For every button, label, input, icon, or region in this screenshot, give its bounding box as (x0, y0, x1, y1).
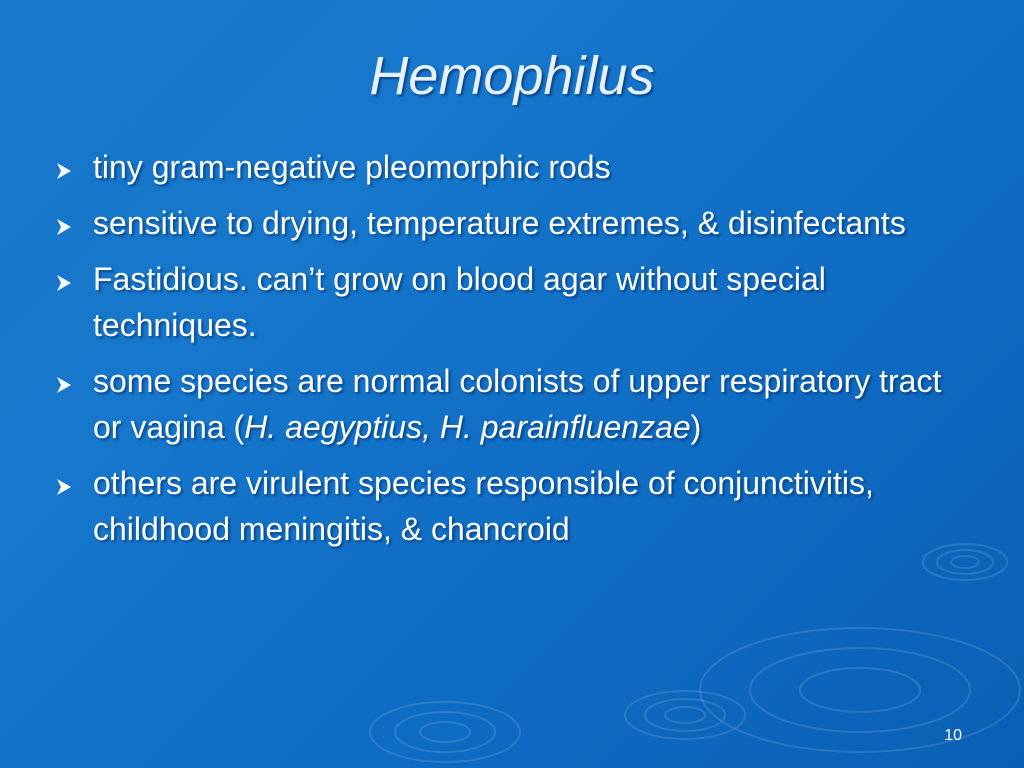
bullet-item (50, 144, 970, 190)
page-number: 10 (944, 727, 962, 744)
bullet-text: tiny gram-negative pleomorphic rods (93, 149, 611, 185)
arrowhead-bullet-icon (54, 477, 74, 497)
bullet-text-before: some species are normal colonists of upper respiratory tract or vagina ( (93, 363, 942, 445)
arrowhead-bullet-icon (54, 217, 74, 237)
bullet-item (50, 460, 970, 552)
arrowhead-bullet-icon (54, 375, 74, 395)
bullet-item (50, 358, 970, 450)
bullet-text-after: ) (690, 409, 702, 445)
bullet-item (50, 256, 970, 348)
bullet-item (50, 200, 970, 246)
bullet-text (93, 363, 941, 445)
bullet-list (50, 144, 970, 562)
arrowhead-bullet-icon (54, 161, 74, 181)
slide-title: Hemophilus (369, 46, 655, 106)
species-names: H. aegyptius, H. parainfluenzae (244, 409, 691, 445)
bullet-text: others are virulent species responsible of conjunctivitis, childhood meningitis, & chancroid (93, 465, 874, 547)
arrowhead-bullet-icon (54, 273, 74, 293)
bullet-text: sensitive to drying, temperature extremes, & disinfectants (93, 205, 906, 241)
bullet-text: Fastidious. can’t grow on blood agar without special techniques. (93, 261, 826, 343)
